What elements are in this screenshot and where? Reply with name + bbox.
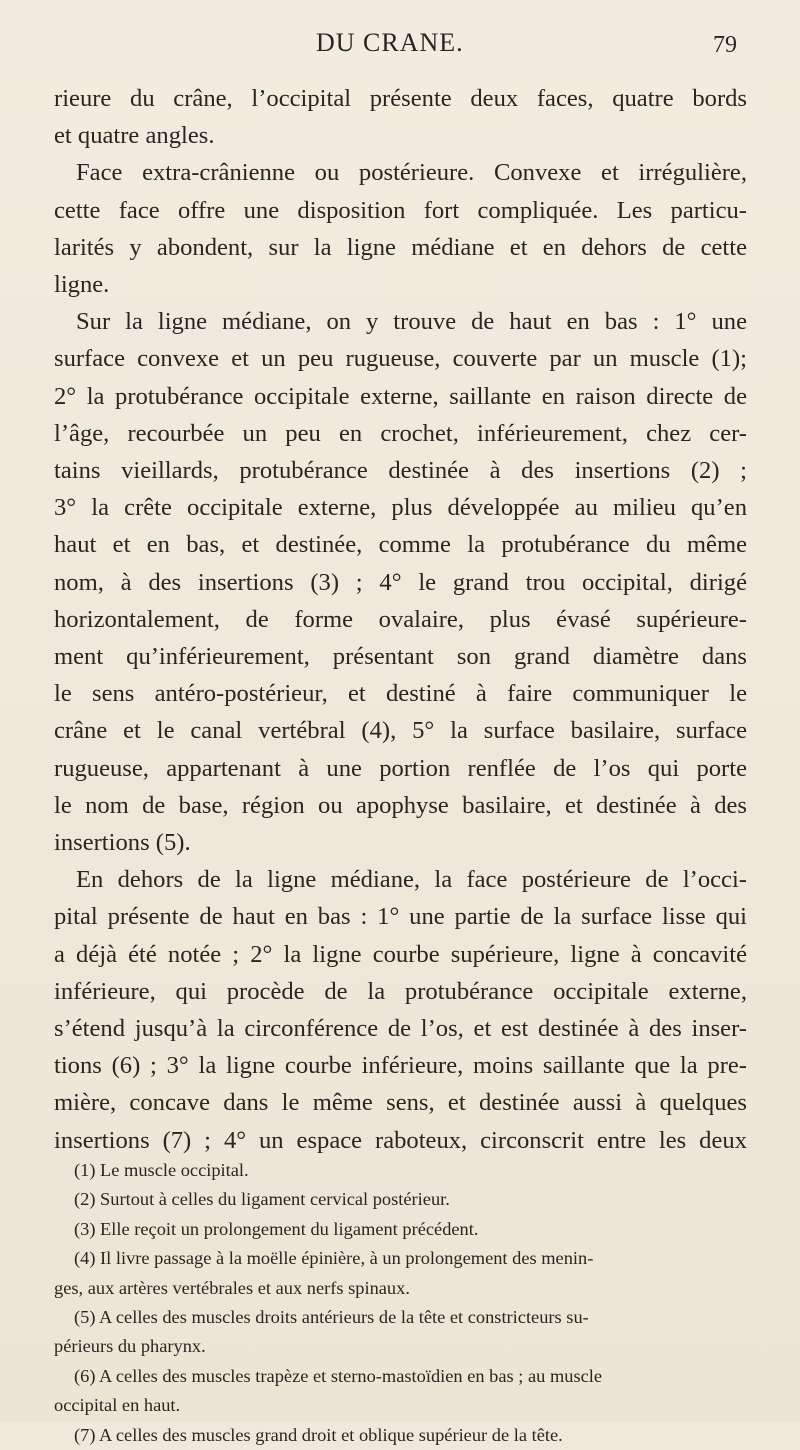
body-line: le sens antéro-postérieur, et destiné à faire communiquer le (54, 680, 747, 708)
body-line: le nom de base, région ou apophyse basilaire, et destinée à des (54, 791, 747, 819)
body-line: ligne. (54, 271, 110, 299)
footnote-line: périeurs du pharynx. (54, 1336, 206, 1357)
body-text (54, 80, 747, 1159)
footnote-line: (2) Surtout à celles du ligament cervical postérieur. (74, 1189, 450, 1210)
footnote-line: (7) A celles des muscles grand droit et oblique supérieur de la tête. (74, 1424, 563, 1445)
body-line: insertions (5). (54, 829, 191, 857)
body-line: horizontalement, de forme ovalaire, plus évasé supérieure- (54, 605, 747, 633)
body-line: surface convexe et un peu rugueuse, couverte par un muscle (1); (54, 345, 747, 373)
footnote-line: (6) A celles des muscles trapèze et sterno-mastoïdien en bas ; au muscle (74, 1365, 603, 1386)
body-line: tains vieillards, protubérance destinée à des insertions (2) ; (54, 457, 747, 485)
body-line: mière, concave dans le même sens, et destinée aussi à quelques (54, 1089, 747, 1117)
body-line: insertions (7) ; 4° un espace raboteux, circonscrit entre les deux (54, 1126, 747, 1154)
footnote-line: occipital en haut. (54, 1395, 181, 1416)
body-line: 2° la protubérance occipitale externe, saillante en raison directe de (54, 382, 747, 410)
body-line: nom, à des insertions (3) ; 4° le grand trou occipital, dirigé (54, 568, 747, 596)
body-line: 3° la crête occipitale externe, plus développée au milieu qu’en (54, 494, 747, 522)
body-line: ment qu’inférieurement, présentant son grand diamètre dans (54, 643, 747, 671)
page-number: 79 (713, 32, 737, 58)
body-line: pital présente de haut en bas : 1° une partie de la surface lisse qui (54, 903, 747, 931)
footnote-line: (5) A celles des muscles droits antérieurs de la tête et constricteurs su- (74, 1307, 589, 1328)
body-line: rugueuse, appartenant à une portion renflée de l’os qui porte (54, 754, 747, 782)
footnote-line: (3) Elle reçoit un prolongement du ligament précédent. (74, 1218, 479, 1239)
running-title: DU CRANE. (316, 28, 464, 57)
running-head (0, 18, 800, 58)
footnote-line: (1) Le muscle occipital. (74, 1160, 249, 1180)
body-line: l’âge, recourbée un peu en crochet, inférieurement, chez cer- (54, 419, 747, 447)
footnote-line: (4) Il livre passage à la moëlle épinière, à un prolongement des menin- (74, 1248, 594, 1269)
body-line: Sur la ligne médiane, on y trouve de haut en bas : 1° une (76, 308, 747, 336)
body-line: haut et en bas, et destinée, comme la protubérance du même (54, 531, 747, 559)
body-line: crâne et le canal vertébral (4), 5° la surface basilaire, surface (54, 717, 747, 745)
body-line: s’étend jusqu’à la circonférence de l’os, et est destinée à des inser- (54, 1015, 747, 1043)
body-line: inférieure, qui procède de la protubérance occipitale externe, (54, 977, 747, 1005)
footnotes (54, 1156, 747, 1450)
body-line: En dehors de la ligne médiane, la face postérieure de l’occi- (76, 866, 747, 894)
body-line: et quatre angles. (54, 122, 215, 150)
body-line: tions (6) ; 3° la ligne courbe inférieure, moins saillante que la pre- (54, 1052, 747, 1080)
body-line: cette face offre une disposition fort compliquée. Les particu- (54, 196, 747, 224)
footnote-line: ges, aux artères vertébrales et aux nerfs spinaux. (54, 1277, 410, 1298)
body-line: rieure du crâne, l’occipital présente deux faces, quatre bords (54, 85, 747, 112)
body-line: Face extra-crânienne ou postérieure. Convexe et irrégulière, (76, 159, 747, 187)
body-line: a déjà été notée ; 2° la ligne courbe supérieure, ligne à concavité (54, 940, 747, 968)
body-line: larités y abondent, sur la ligne médiane et en dehors de cette (54, 233, 747, 261)
